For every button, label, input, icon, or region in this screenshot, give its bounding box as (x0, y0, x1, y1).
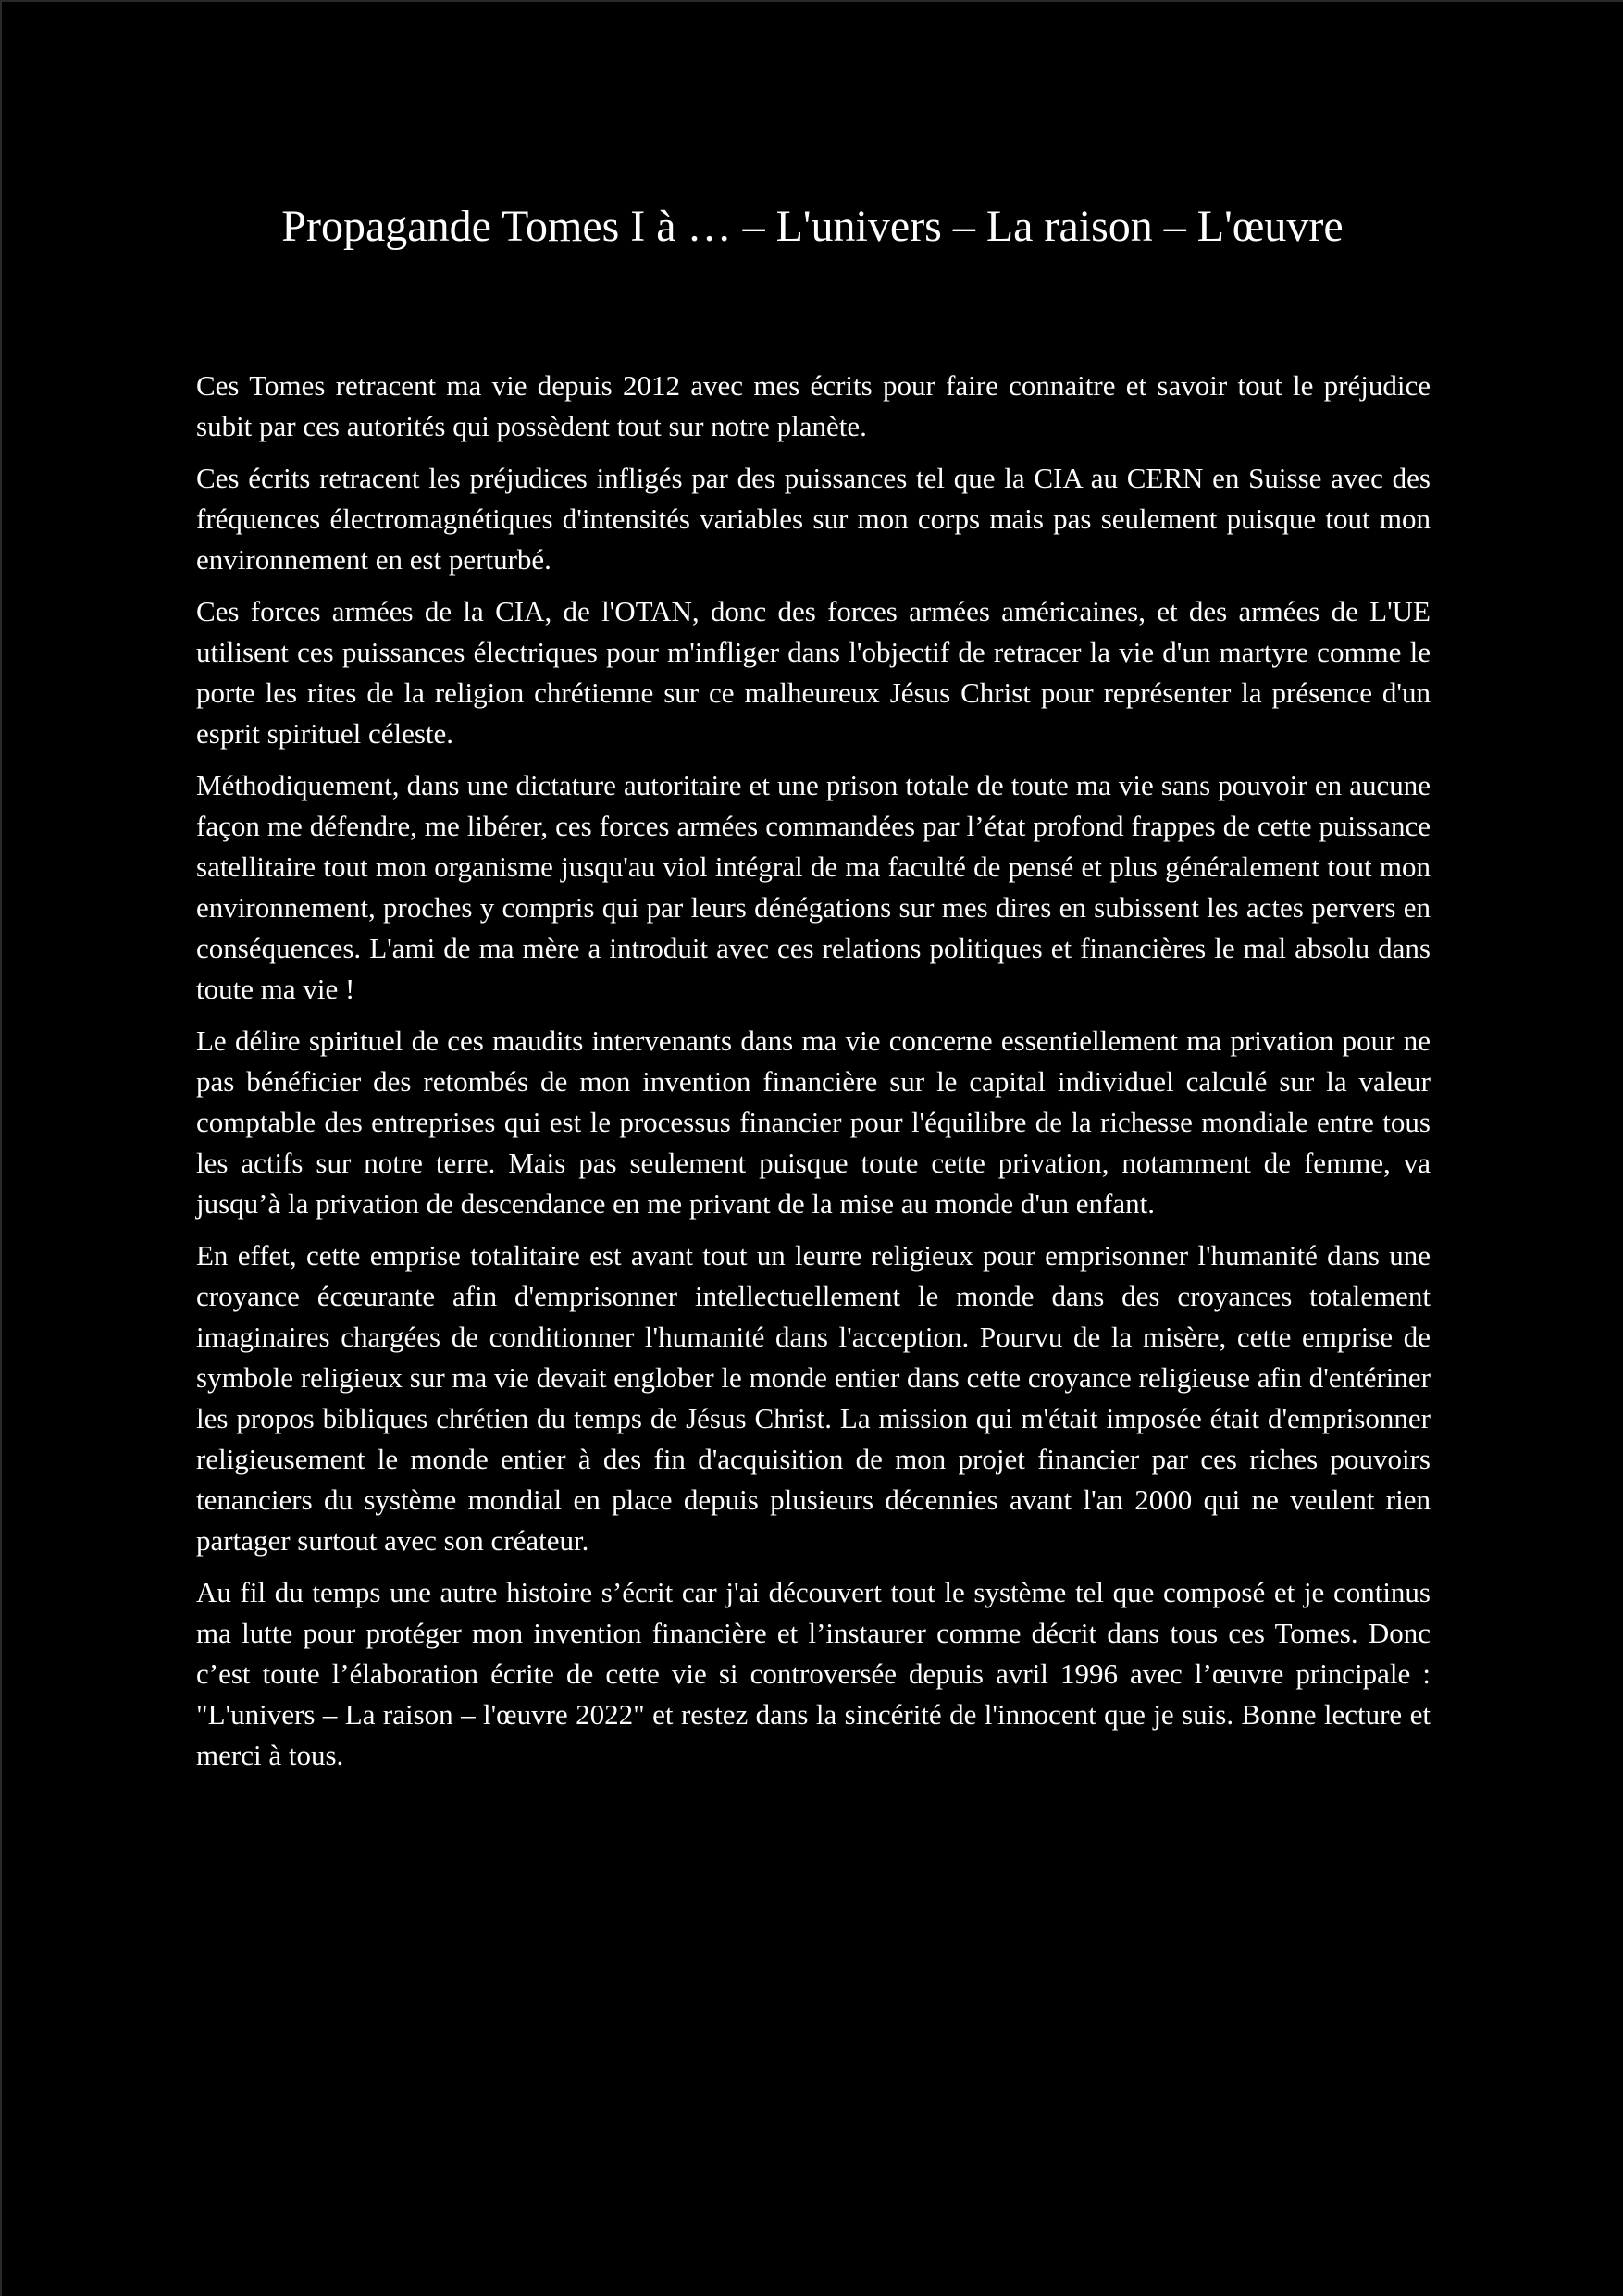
paragraph-1: Ces Tomes retracent ma vie depuis 2012 avec mes écrits pour faire connaitre et savoir tout le préjudice subit par ces autorités qui possèdent tout sur notre planète. (196, 369, 1431, 442)
paragraph-2: Ces écrits retracent les préjudices infligés par des puissances tel que la CIA au CERN en Suisse avec des fréquences électromagnétiques d'intensités variables sur mon corps mais pas seulement puisque tout mon environnement en est perturbé. (196, 462, 1431, 576)
paragraph-7: Au fil du temps une autre histoire s’écrit car j'ai découvert tout le système tel que composé et je continus ma lutte pour protéger mon invention financière et l’instaurer comme décrit dans tous ces Tomes. Donc c’est toute l’élaboration écrite de cette vie si controversée depuis avril 1996 avec l’œuvre principale : "L'univers – La raison – l'œuvre 2022" et restez dans la sincérité de l'innocent que je suis. Bonne lecture et merci à tous. (196, 1576, 1431, 1771)
document-title: Propagande Tomes I à … – L'univers – La raison – L'œuvre (281, 202, 1344, 251)
paragraph-6: En effet, cette emprise totalitaire est avant tout un leurre religieux pour emprisonner l'humanité dans une croyance écœurante afin d'emprisonner intellectuellement le monde dans des croyances totalement imaginaires chargées de conditionner l'humanité dans l'acception. Pourvu de la misère, cette emprise de symbole religieux sur ma vie devait englober le monde entier dans cette croyance religieuse afin d'entériner les propos bibliques chrétien du temps de Jésus Christ. La mission qui m'était imposée était d'emprisonner religieusement le monde entier à des fin d'acquisition de mon projet financier par ces riches pouvoirs tenanciers du système mondial en place depuis plusieurs décennies avant l'an 2000 qui ne veulent rien partager surtout avec son créateur. (196, 1239, 1431, 1557)
document-body (196, 366, 1431, 1787)
paragraph-3: Ces forces armées de la CIA, de l'OTAN, donc des forces armées américaines, et des armées de L'UE utilisent ces puissances électriques pour m'infliger dans l'objectif de retracer la vie d'un martyre comme le porte les rites de la religion chrétienne sur ce malheureux Jésus Christ pour représenter la présence d'un esprit spirituel céleste. (196, 595, 1431, 750)
paragraph-5: Le délire spirituel de ces maudits intervenants dans ma vie concerne essentiellement ma privation pour ne pas bénéficier des retombés de mon invention financière sur le capital individuel calculé sur la valeur comptable des entreprises qui est le processus financier pour l'équilibre de la richesse mondiale entre tous les actifs sur notre terre. Mais pas seulement puisque toute cette privation, notamment de femme, va jusqu’à la privation de descendance en me privant de la mise au monde d'un enfant. (196, 1024, 1431, 1220)
paragraph-4: Méthodiquement, dans une dictature autoritaire et une prison totale de toute ma vie sans pouvoir en aucune façon me défendre, me libérer, ces forces armées commandées par l’état profond frappes de cette puissance satellitaire tout mon organisme jusqu'au viol intégral de ma faculté de pensé et plus généralement tout mon environnement, proches y compris qui par leurs dénégations sur mes dires en subissent les actes pervers en conséquences. L'ami de ma mère a introduit avec ces relations politiques et financières le mal absolu dans toute ma vie ! (196, 769, 1431, 1005)
